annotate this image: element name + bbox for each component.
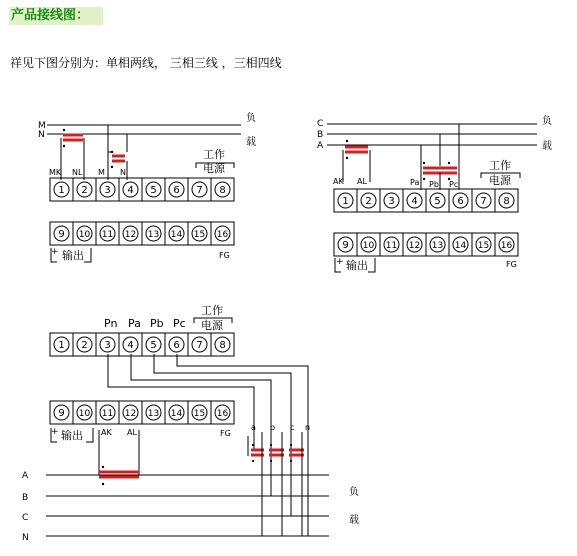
- intro-text: 祥见下图分别为：单相两线， 三相三线 ，三相四线: [10, 56, 282, 70]
- terminal-label-9: 9: [342, 240, 349, 251]
- terminal-label-3: 3: [104, 185, 111, 196]
- ct-label-mk: MK: [49, 168, 62, 177]
- terminal-label-10: 10: [78, 409, 91, 419]
- terminal-label-3: 3: [104, 340, 111, 351]
- terminal-label-6: 6: [173, 185, 180, 196]
- terminal-label-2: 2: [81, 185, 88, 196]
- terminal-label-14: 14: [454, 241, 467, 251]
- terminal-label-11: 11: [101, 409, 114, 419]
- terminal-label-12: 12: [408, 241, 421, 251]
- terminal-strip-top: [50, 178, 234, 201]
- work-label-top: 工作: [201, 304, 223, 317]
- load-label-bottom: 载: [349, 515, 359, 526]
- three-phase-three-wire-diagram: [317, 114, 552, 272]
- terminal-label-2: 2: [365, 196, 372, 207]
- terminal-label-11: 11: [385, 241, 398, 251]
- output-plus: +: [336, 257, 344, 267]
- single-phase-diagram: [38, 111, 256, 262]
- work-label-top: 工作: [489, 159, 511, 172]
- terminal-label-7: 7: [196, 185, 203, 196]
- volt-label-n: N: [120, 168, 126, 177]
- ct-tap-a: a: [251, 423, 256, 432]
- terminal-label-6: 6: [173, 340, 180, 351]
- ct-label-nl: NL: [72, 168, 83, 177]
- section-heading: 产品接线图：: [9, 7, 103, 25]
- terminal-label-10: 10: [78, 230, 91, 240]
- terminal-label-7: 7: [480, 196, 487, 207]
- terminal-label-7: 7: [196, 340, 203, 351]
- current-transformer: [343, 140, 370, 182]
- terminal-label-9: 9: [58, 408, 65, 419]
- load-label-bottom: 载: [542, 141, 552, 152]
- load-label-bottom: 载: [246, 137, 256, 148]
- fg-label: FG: [219, 251, 230, 260]
- line-label-n: N: [38, 130, 45, 140]
- line-label-a: A: [317, 141, 324, 151]
- terminal-label-14: 14: [170, 230, 183, 240]
- terminal-strip-top: [50, 333, 234, 356]
- terminal-label-16: 16: [500, 241, 513, 251]
- fg-label: FG: [506, 260, 517, 269]
- work-label-bottom: 电源: [489, 174, 511, 187]
- terminal-label-8: 8: [219, 340, 226, 351]
- terminal-label-13: 13: [431, 241, 444, 251]
- line-labels: [38, 121, 46, 140]
- terminal-label-4: 4: [411, 196, 418, 207]
- load-label-top: 负: [349, 487, 359, 498]
- volt-label-m: M: [98, 168, 105, 177]
- volt-label-pb: Pb: [429, 180, 439, 189]
- terminal-label-1: 1: [58, 185, 65, 196]
- ct-label-ak: AK: [333, 177, 344, 186]
- three-phase-four-wire-diagram: [22, 304, 359, 543]
- terminal-label-10: 10: [362, 241, 375, 251]
- terminal-strip-top: [334, 189, 518, 212]
- line-label-c: C: [22, 513, 29, 523]
- work-label-bottom: 电源: [203, 162, 225, 175]
- volt-label-pc: Pc: [449, 180, 459, 189]
- terminal-label-16: 16: [216, 230, 229, 240]
- current-transformer-bank: [248, 432, 304, 536]
- terminal-label-15: 15: [477, 241, 490, 251]
- volt-label-pn: Pn: [104, 317, 118, 330]
- output-label: 输出: [346, 259, 368, 272]
- ct-label-ak: AK: [101, 428, 112, 437]
- terminal-label-1: 1: [58, 340, 65, 351]
- terminal-label-13: 13: [147, 409, 160, 419]
- output-plus: +: [51, 247, 59, 257]
- terminal-label-12: 12: [124, 230, 137, 240]
- volt-label-pb: Pb: [150, 317, 164, 330]
- terminal-label-11: 11: [101, 230, 114, 240]
- terminal-strip-bottom: [334, 233, 518, 256]
- work-label-top: 工作: [203, 148, 225, 161]
- volt-label-pc: Pc: [173, 317, 186, 330]
- terminal-label-2: 2: [81, 340, 88, 351]
- line-label-b: B: [317, 130, 324, 140]
- terminal-label-5: 5: [150, 185, 157, 196]
- terminal-label-4: 4: [127, 185, 134, 196]
- terminal-label-3: 3: [388, 196, 395, 207]
- terminal-label-15: 15: [193, 409, 206, 419]
- output-label: 输出: [61, 429, 83, 442]
- line-label-n: N: [22, 533, 29, 543]
- terminal-label-1: 1: [342, 196, 349, 207]
- terminal-label-4: 4: [127, 340, 134, 351]
- terminal-strip-bottom: [50, 401, 234, 424]
- output-label: 输出: [62, 249, 84, 262]
- volt-label-pa: Pa: [128, 317, 141, 330]
- line-label-b: B: [22, 493, 29, 503]
- terminal-label-16: 16: [216, 409, 229, 419]
- load-label-top: 负: [246, 113, 256, 124]
- fg-label: FG: [220, 429, 231, 438]
- terminal-label-8: 8: [503, 196, 510, 207]
- terminal-label-14: 14: [170, 409, 183, 419]
- terminal-strip-bottom: [50, 222, 234, 245]
- line-label-a: A: [22, 471, 29, 481]
- ct-tap-b: b: [270, 423, 276, 432]
- terminal-label-13: 13: [147, 230, 160, 240]
- output-plus: +: [51, 427, 59, 437]
- terminal-label-8: 8: [219, 185, 226, 196]
- ct-label-al: AL: [357, 177, 367, 186]
- ct-tap-c: c: [290, 423, 295, 432]
- ct-label-al: AL: [127, 428, 137, 437]
- terminal-label-9: 9: [58, 229, 65, 240]
- terminal-label-12: 12: [124, 409, 137, 419]
- line-label-m: M: [38, 121, 46, 131]
- terminal-label-5: 5: [150, 340, 157, 351]
- ct-tap-n: n: [305, 423, 311, 432]
- volt-label-pa: Pa: [410, 178, 420, 187]
- work-label-bottom: 电源: [201, 319, 223, 332]
- line-label-c: C: [317, 119, 324, 129]
- load-label-top: 负: [542, 116, 552, 127]
- terminal-label-15: 15: [193, 230, 206, 240]
- terminal-label-6: 6: [457, 196, 464, 207]
- terminal-label-5: 5: [434, 196, 441, 207]
